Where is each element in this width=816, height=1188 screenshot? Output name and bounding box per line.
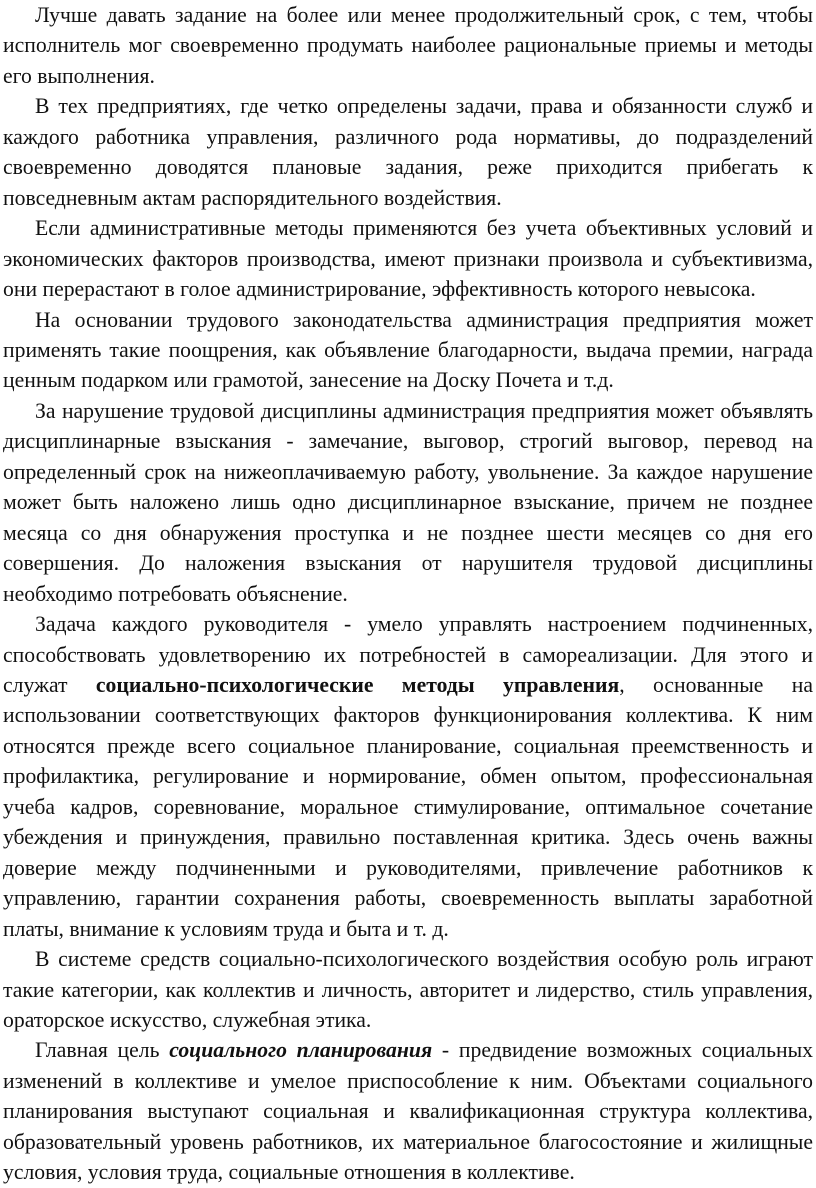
paragraph-3: Если административные методы применяются без учета объективных условий и экономических факторов производства, имеют признаки произвола и субъективизма, они перерастают в голое администрирование, эффективность которого невысока. xyxy=(3,216,813,302)
paragraph-8 xyxy=(3,1035,813,1187)
paragraph-8-text-start: Главная цель xyxy=(35,1038,170,1063)
paragraph-4: На основании трудового законодательства администрация предприятия может применять такие поощрения, как объявление благодарности, выдача премии, награда ценным подарком или грамотой, занесение на Доску Почета и т.д. xyxy=(3,307,813,393)
paragraph-5: За нарушение трудовой дисциплины администрация предприятия может объявлять дисциплинарные взыскания - замечание, выговор, строгий выговор, перевод на определенный срок на нижеоплачиваемую работу, увольнение. За каждое нарушение может быть наложено лишь одно дисциплинарное взыскание, причем не позднее месяца со дня обнаружения проступка и не позднее шести месяцев со дня его совершения. До наложения взыскания от нарушителя трудовой дисциплины необходимо потребовать объяснение. xyxy=(3,398,813,606)
paragraph-2: В тех предприятиях, где четко определены задачи, права и обязанности служб и каждого работника управления, различного рода нормативы, до подразделений своевременно доводятся плановые задания, реже приходится прибегать к повседневным актам распорядительного воздействия. xyxy=(3,94,813,210)
emphasis-social-psychological-methods: социально-психологические методы управления xyxy=(95,672,620,697)
paragraph-6-text-end: , основанные на использовании соответствующих факторов функционирования коллектива. К ним относятся прежде всего социальное планирование, социальная преемственность и профилактика, регулирование и нормирование, обмен опытом, профессиональная учеба кадров, соревнование, моральное стимулирование, оптимальное сочетание убеждения и принуждения, правильно поставленная критика. Здесь очень важны доверие между подчиненными и руководителями, привлечение работников к управлению, гарантии сохранения работы, своевременность выплаты заработной платы, внимание к условиям труда и быта и т. д. xyxy=(3,672,814,941)
emphasis-social-planning-text: социального планирования xyxy=(169,1038,433,1063)
paragraph-6-text-start: Задача каждого руководителя - умело управлять настроением подчиненных, способствовать удовлетворению их потребностей в самореализации. Для этого и служат xyxy=(3,612,813,697)
paragraph-1: Лучше давать задание на более или менее продолжительный срок, с тем, чтобы исполнитель мог своевременно продумать наиболее рациональные приемы и методы его выполнения. xyxy=(3,3,813,88)
emphasis-social-planning xyxy=(169,1038,432,1062)
paragraph-6 xyxy=(3,609,813,944)
paragraph-8-text-end: - предвидение возможных социальных изменений в коллективе и умелое приспособление к ним. Объектами социального планирования выступают социальная и квалификационная структура коллектива, образовательный уровень работников, их материальное благосостояние и жилищные условия, условия труда, социальные отношения в коллективе. xyxy=(3,1038,814,1185)
paragraph-7: В системе средств социально-психологического воздействия особую роль играют такие категории, как коллектив и личность, авторитет и лидерство, стиль управления, ораторское искусство, служебная этика. xyxy=(3,947,813,1032)
